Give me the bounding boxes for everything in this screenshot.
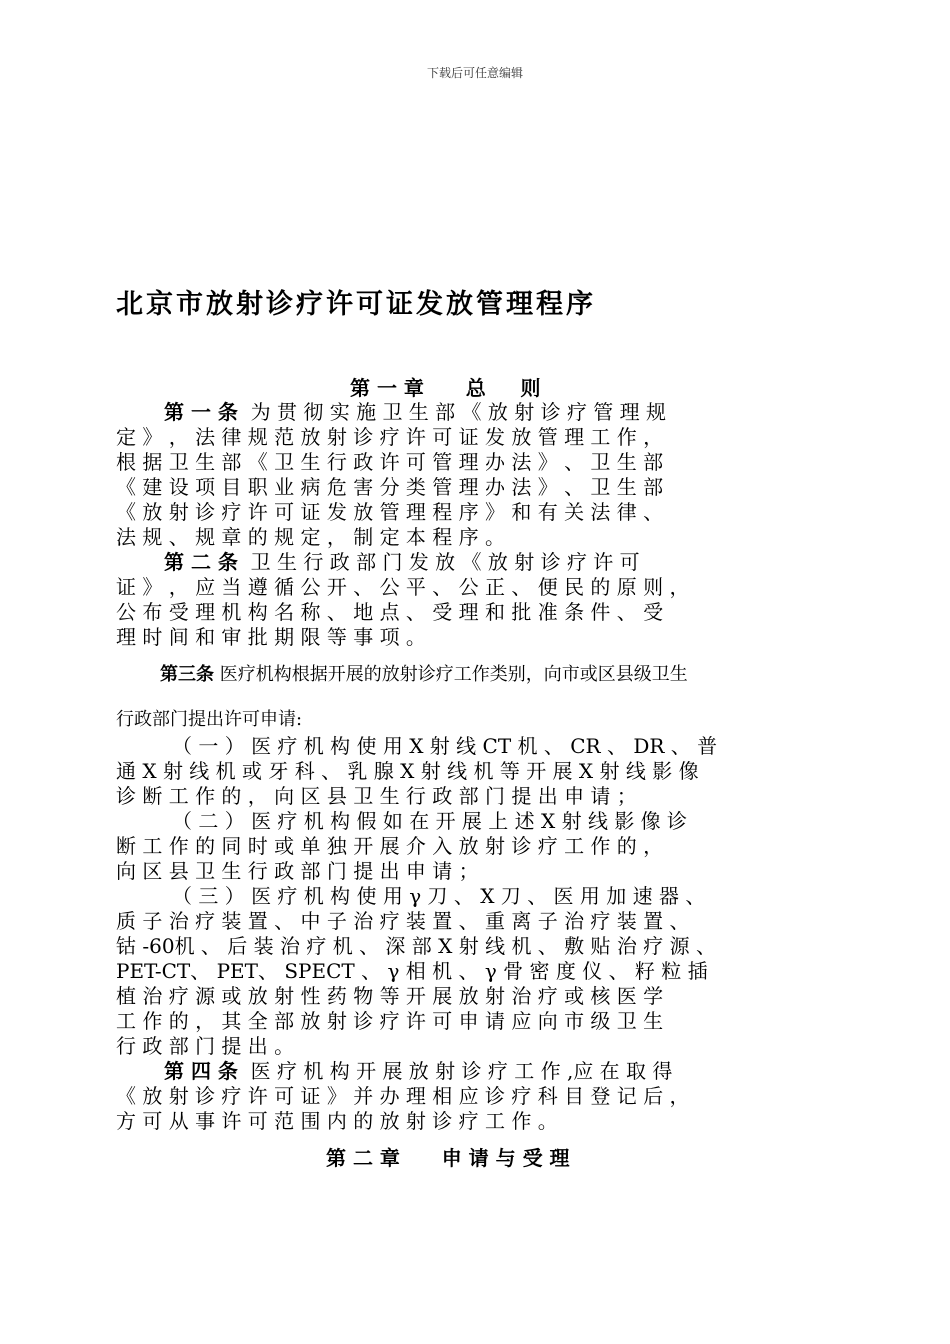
article-1-line-5: 《 放 射 诊 疗 许 可 证 发 放 管 理 程 序 》 和 有 关 法 律 、: [116, 500, 664, 524]
article-1-line-3: 根 据 卫 生 部 《 卫 生 行 政 许 可 管 理 办 法 》 、 卫 生 部: [116, 450, 664, 474]
article-4-line-3: 方 可 从 事 许 可 范 围 内 的 放 射 诊 疗 工 作 。: [116, 1109, 558, 1133]
article-2-line-4: 理 时 间 和 审 批 期 限 等 事 项 。: [116, 625, 426, 649]
article-4-line-2: 《 放 射 诊 疗 许 可 证 》 并 办 理 相 应 诊 疗 科 目 登 记 后 ，: [116, 1084, 690, 1108]
header-note: 下载后可任意编辑: [426, 66, 523, 80]
chapter-2-heading: 第 二 章 申 请 与 受 理: [326, 1146, 570, 1170]
article-1-line-1: 第 一 条 为 贯 彻 实 施 卫 生 部 《 放 射 诊 疗 管 理 规: [164, 400, 667, 424]
document-title: 北京市放射诊疗许可证发放管理程序: [116, 289, 596, 320]
article-2-line-1: 第 二 条 卫 生 行 政 部 门 发 放 《 放 射 诊 疗 许 可: [164, 550, 640, 574]
article-1-line-2: 定 》 ， 法 律 规 范 放 射 诊 疗 许 可 证 发 放 管 理 工 作 ，: [116, 425, 664, 449]
article-3-item-3-line-2: 质 子 治 疗 装 置 、 中 子 治 疗 装 置 、 重 离 子 治 疗 装 置 、: [116, 909, 690, 933]
article-2-line-3: 公 布 受 理 机 构 名 称 、 地 点 、 受 理 和 批 准 条 件 、 受: [116, 600, 664, 624]
article-3-item-1-line-1: （ 一 ） 医 疗 机 构 使 用 X 射 线 CT 机 、 CR 、 DR 、 普: [172, 734, 718, 758]
article-3-label: 第三条: [160, 664, 214, 685]
article-3-item-3-line-5: 植 治 疗 源 或 放 射 性 药 物 等 开 展 放 射 治 疗 或 核 医 学: [116, 984, 664, 1008]
article-3-item-3-line-7: 行 政 部 门 提 出 。: [116, 1034, 295, 1058]
article-3-item-3-line-3: 钴 -60机 、 后 装 治 疗 机 、 深 部 X 射 线 机 、 敷 贴 治 疗 源 、: [116, 934, 716, 958]
article-3-item-2-line-1: （ 二 ） 医 疗 机 构 假 如 在 开 展 上 述 X 射 线 影 像 诊: [172, 809, 688, 833]
article-3-item-3-line-4: PET-CT、 PET、 SPECT 、 γ 相 机 、 γ 骨 密 度 仪 、 籽 粒 插: [116, 959, 708, 983]
article-3-line-1: 第三条 医疗机构根据开展的放射诊疗工作类别，向市或区县级卫生: [160, 664, 688, 685]
article-1-line-4: 《 建 设 项 目 职 业 病 危 害 分 类 管 理 办 法 》 、 卫 生 部: [116, 475, 664, 499]
chapter-1-heading: 第 一 章 总 则: [350, 376, 541, 400]
article-3-item-3-line-6: 工 作 的 ， 其 全 部 放 射 诊 疗 许 可 申 请 应 向 市 级 卫 生: [116, 1009, 664, 1033]
article-1-line-6: 法 规 、 规 章 的 规 定 ， 制 定 本 程 序 。: [116, 525, 506, 549]
article-4-line-1: 第 四 条 医 疗 机 构 开 展 放 射 诊 疗 工 作 ,应 在 取 得: [164, 1059, 673, 1083]
article-3-line-2: 行政部门提出许可申请:: [116, 709, 303, 730]
article-1-label: 第 一 条: [164, 400, 238, 424]
article-3-item-2-line-2: 断 工 作 的 同 时 或 单 独 开 展 介 入 放 射 诊 疗 工 作 的 ，: [116, 834, 664, 858]
article-3-item-1-line-2: 通 X 射 线 机 或 牙 科 、 乳 腺 X 射 线 机 等 开 展 X 射 线 影 像: [116, 759, 699, 783]
article-3-item-2-line-3: 向 区 县 卫 生 行 政 部 门 提 出 申 请 ；: [116, 859, 479, 883]
article-4-label: 第 四 条: [164, 1059, 238, 1083]
article-3-item-3-line-1: （ 三 ） 医 疗 机 构 使 用 γ 刀 、 X 刀 、 医 用 加 速 器 、: [172, 884, 706, 908]
article-2-line-2: 证 》 ， 应 当 遵 循 公 开 、 公 平 、 公 正 、 便 民 的 原 则 ，: [116, 575, 690, 599]
article-2-label: 第 二 条: [164, 550, 238, 574]
article-3-item-1-line-3: 诊 断 工 作 的 ， 向 区 县 卫 生 行 政 部 门 提 出 申 请 ；: [116, 784, 637, 808]
